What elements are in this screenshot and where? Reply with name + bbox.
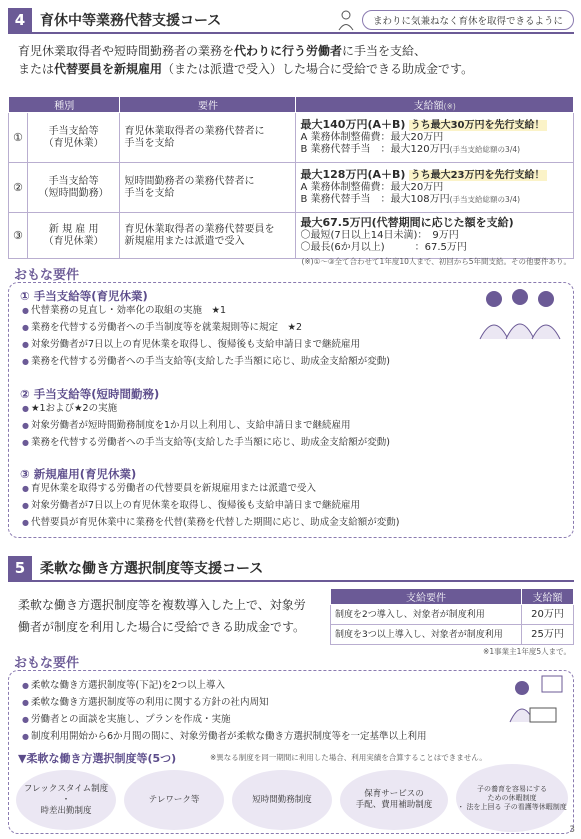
list-item: ● 対象労働者が短時間勤務制度を1か月以上利用し、支給申請日まで継続雇用 xyxy=(22,420,351,432)
course4-table xyxy=(8,96,574,259)
list-item: ● 制度利用開始から6か月間の間に、対象労働者が柔軟な働き方選択制度等を一定基準以上利用 xyxy=(22,731,427,743)
course4-group2-heading: ② 手当支給等(短時間勤務) xyxy=(20,387,160,401)
header-type: 種別 xyxy=(9,97,120,113)
course4-title: 育休中等業務代替支援コース xyxy=(40,13,222,29)
header-requirement: 支給要件 xyxy=(331,589,522,605)
system-item-flex: フレックスタイム制度 ・ 時差出勤制度 xyxy=(16,770,116,830)
header-requirement: 要件 xyxy=(120,97,296,113)
table-row: ① 手当支給等 （育児休業） 育児休業取得者の業務代替者に 手当を支給 最大140万円(A＋B) うち最大30万円を先行支給！ A 業務体制整備費：最大20万円 B 業務代替手当 ：最大120万円(手当支給総額の3/4) xyxy=(9,113,574,163)
list-item: ● 柔軟な働き方選択制度等の利用に関する方針の社内周知 xyxy=(22,697,269,709)
course5-table-footnote: ※1事業主1年度5人まで。 xyxy=(483,647,571,656)
systems-note: ※異なる制度を同一期間に利用した場合、利用実績を合算することはできません。 xyxy=(210,753,487,762)
header-amount: 支給額 xyxy=(522,589,574,605)
list-item: ● 対象労働者が7日以上の育児休業を取得し、復帰後も支給申請日まで継続雇用 xyxy=(22,500,360,512)
course5-header xyxy=(8,556,574,582)
course5-intro: 柔軟な働き方選択制度等を複数導入した上で、対象労 働者が制度を利用した場合に受給できる助成金です。 xyxy=(18,598,306,634)
course4-group3-heading: ③ 新規雇用(育児休業) xyxy=(20,467,137,481)
list-item: ● ★1および★2の実施 xyxy=(22,403,117,415)
systems-title: ▼柔軟な働き方選択制度等(5つ) xyxy=(18,752,177,765)
table-row: 制度を2つ導入し、対象者が制度利用 20万円 xyxy=(331,605,574,625)
list-item: ● 業務を代替する労働者への手当支給等(支給した手当額に応じ、助成金支給額が変動) xyxy=(22,437,390,449)
system-item-childcare: 保育サービスの 手配、費用補助制度 xyxy=(340,770,448,830)
system-item-shorthours: 短時間勤務制度 xyxy=(232,770,332,830)
list-item: ● 業務を代替する労働者への手当支給等(支給した手当額に応じ、助成金支給額が変動) xyxy=(22,356,390,368)
header-amount: 支給額(※) xyxy=(296,97,574,113)
course4-group1-heading: ① 手当支給等(育児休業) xyxy=(20,289,148,303)
list-item: ● 労働者との面談を実施し、プランを作成・実施 xyxy=(22,714,231,726)
course4-header xyxy=(8,8,574,34)
course5-title: 柔軟な働き方選択制度等支援コース xyxy=(40,561,264,577)
system-item-leave: 子の養育を容易にする ための休暇制度 ・ 法を上回る 子の看護等休暇制度 xyxy=(456,764,568,832)
woman-laptop-illustration xyxy=(496,672,568,728)
course4-tag: まわりに気兼ねなく育休を取得できるように xyxy=(362,10,574,30)
course5-req-title: おもな要件 xyxy=(14,656,80,671)
page-number: 3 xyxy=(569,825,575,835)
list-item: ● 代替業務の見直し・効率化の取組の実施 ★1 xyxy=(22,305,226,317)
list-item: ● 代替要員が育児休業中に業務を代替(業務を代替した期間に応じ、助成金支給額が変動) xyxy=(22,517,399,529)
course4-table-footnote: (※)①～③全て合わせて1年度10人まで、初回から5年間支給。その他要件あり。 xyxy=(301,257,571,266)
table-row: ③ 新 規 雇 用 （育児休業） 育児休業取得者の業務代替要員を 新規雇用または派遣で受入 最大67.5万円(代替期間に応じた額を支給) 〇最短(7日以上14日未満)： 9万円 〇最長(6か月以上) ：67.5万円 xyxy=(9,213,574,259)
course5-table xyxy=(330,588,574,645)
course4-number: 4 xyxy=(8,8,32,32)
list-item: ● 柔軟な働き方選択制度等(下記)を2つ以上導入 xyxy=(22,680,225,692)
system-item-telework: テレワーク等 xyxy=(124,770,224,830)
course5-number: 5 xyxy=(8,556,32,580)
course4-intro: 育児休業取得者や短時間勤務者の業務を代わりに行う労働者に手当を支給、 または代替要員を新規雇用（または派遣で受入）した場合に受給できる助成金です。 xyxy=(18,44,474,76)
course4-req-title: おもな要件 xyxy=(14,268,80,283)
table-row: 制度を3つ以上導入し、対象者が制度利用 25万円 xyxy=(331,625,574,645)
list-item: ● 育児休業を取得する労働者の代替要員を新規雇用または派遣で受入 xyxy=(22,483,316,495)
list-item: ● 業務を代替する労働者への手当制度等を就業規則等に規定 ★2 xyxy=(22,322,302,334)
people-illustration xyxy=(472,285,568,341)
table-row: ② 手当支給等 （短時間勤務） 短時間勤務者の業務代替者に 手当を支給 最大128万円(A＋B) うち最大23万円を先行支給！ A 業務体制整備費：最大20万円 B 業務代替手当 ：最大108万円(手当支給総額の3/4) xyxy=(9,163,574,213)
list-item: ● 対象労働者が7日以上の育児休業を取得し、復帰後も支給申請日まで継続雇用 xyxy=(22,339,360,351)
person-icon xyxy=(336,9,356,31)
